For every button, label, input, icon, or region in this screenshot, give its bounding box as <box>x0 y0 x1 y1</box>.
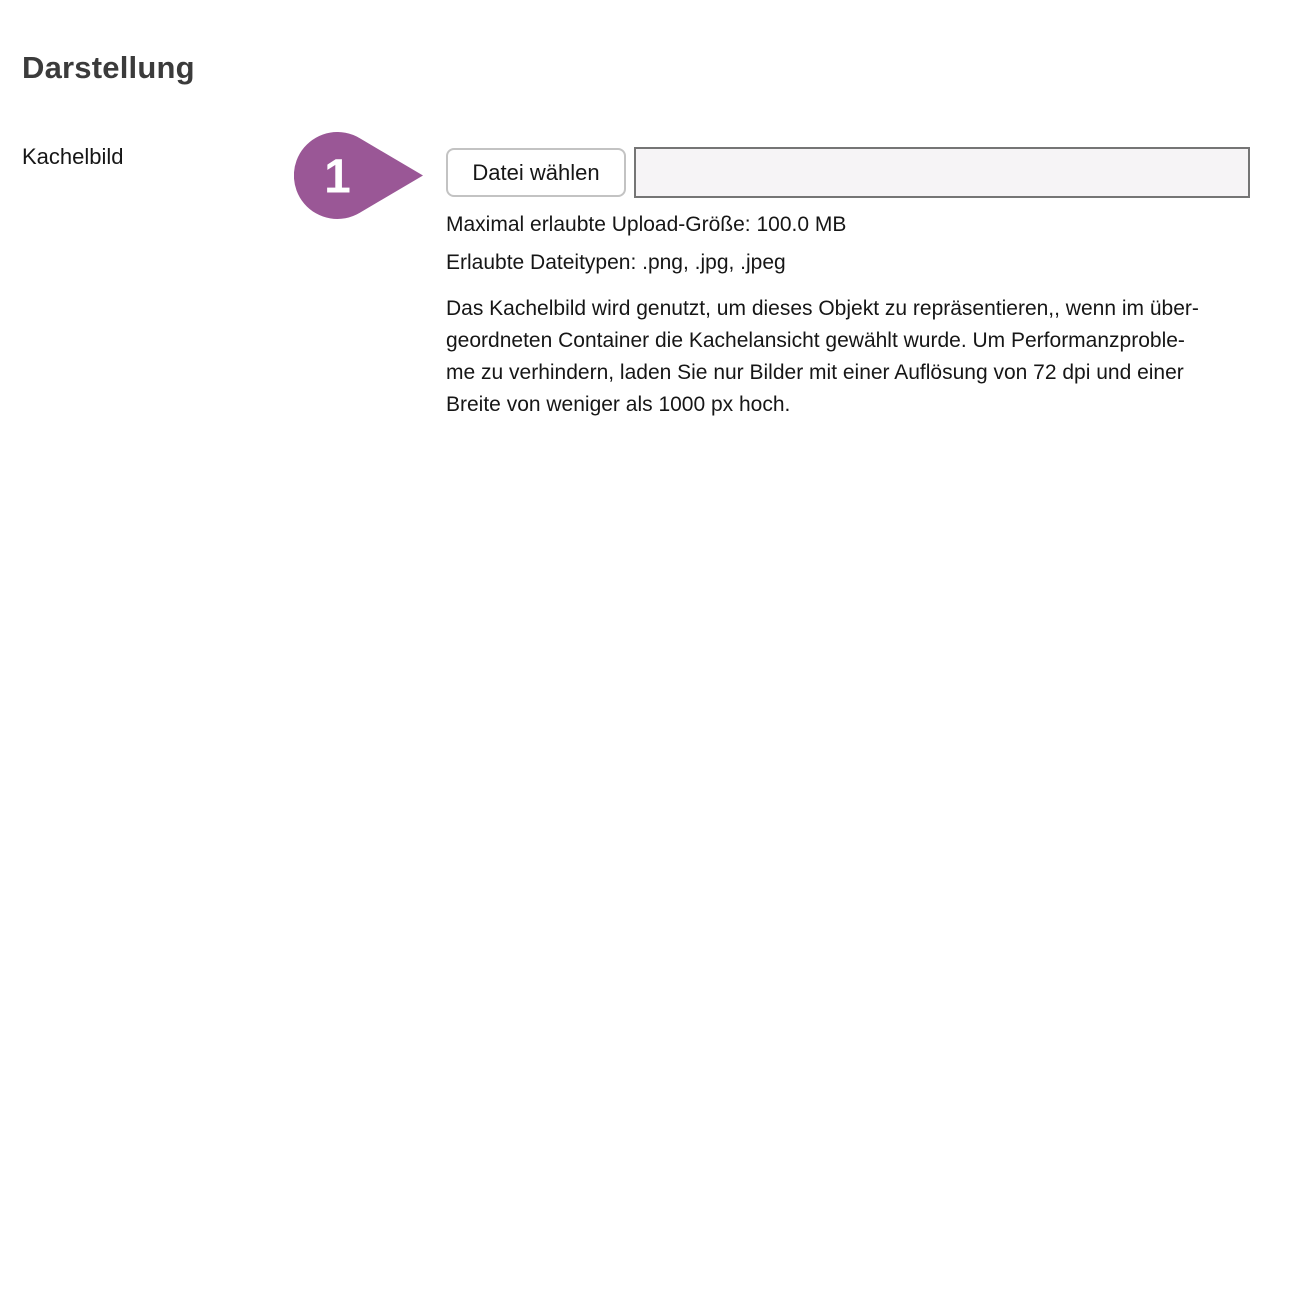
choose-file-button[interactable]: Datei wählen <box>446 148 626 197</box>
section-title: Darstellung <box>22 50 195 85</box>
annotation-number: 1 <box>324 150 351 204</box>
description-line: me zu verhindern, laden Sie nur Bilder mit einer Auflösung von 72 dpi und einer <box>446 361 1184 384</box>
file-name-field[interactable] <box>634 147 1250 198</box>
description-line: Das Kachelbild wird genutzt, um dieses Objekt zu repräsentieren,, wenn im über- <box>446 297 1199 320</box>
description-line: geordneten Container die Kachelansicht gewählt wurde. Um Performanzproble- <box>446 329 1185 352</box>
control-column <box>446 147 1256 421</box>
annotation-marker-1 <box>294 132 424 220</box>
field-label-kachelbild: Kachelbild <box>22 144 124 169</box>
file-input-row <box>446 147 1256 197</box>
max-upload-size-note: Maximal erlaubte Upload-Größe: 100.0 MB <box>446 213 847 236</box>
field-description <box>446 293 1256 421</box>
annotation-pointer-shape <box>294 132 423 219</box>
description-line: Breite von weniger als 1000 px hoch. <box>446 393 791 416</box>
allowed-filetypes-note: Erlaubte Dateitypen: .png, .jpg, .jpeg <box>446 251 786 274</box>
